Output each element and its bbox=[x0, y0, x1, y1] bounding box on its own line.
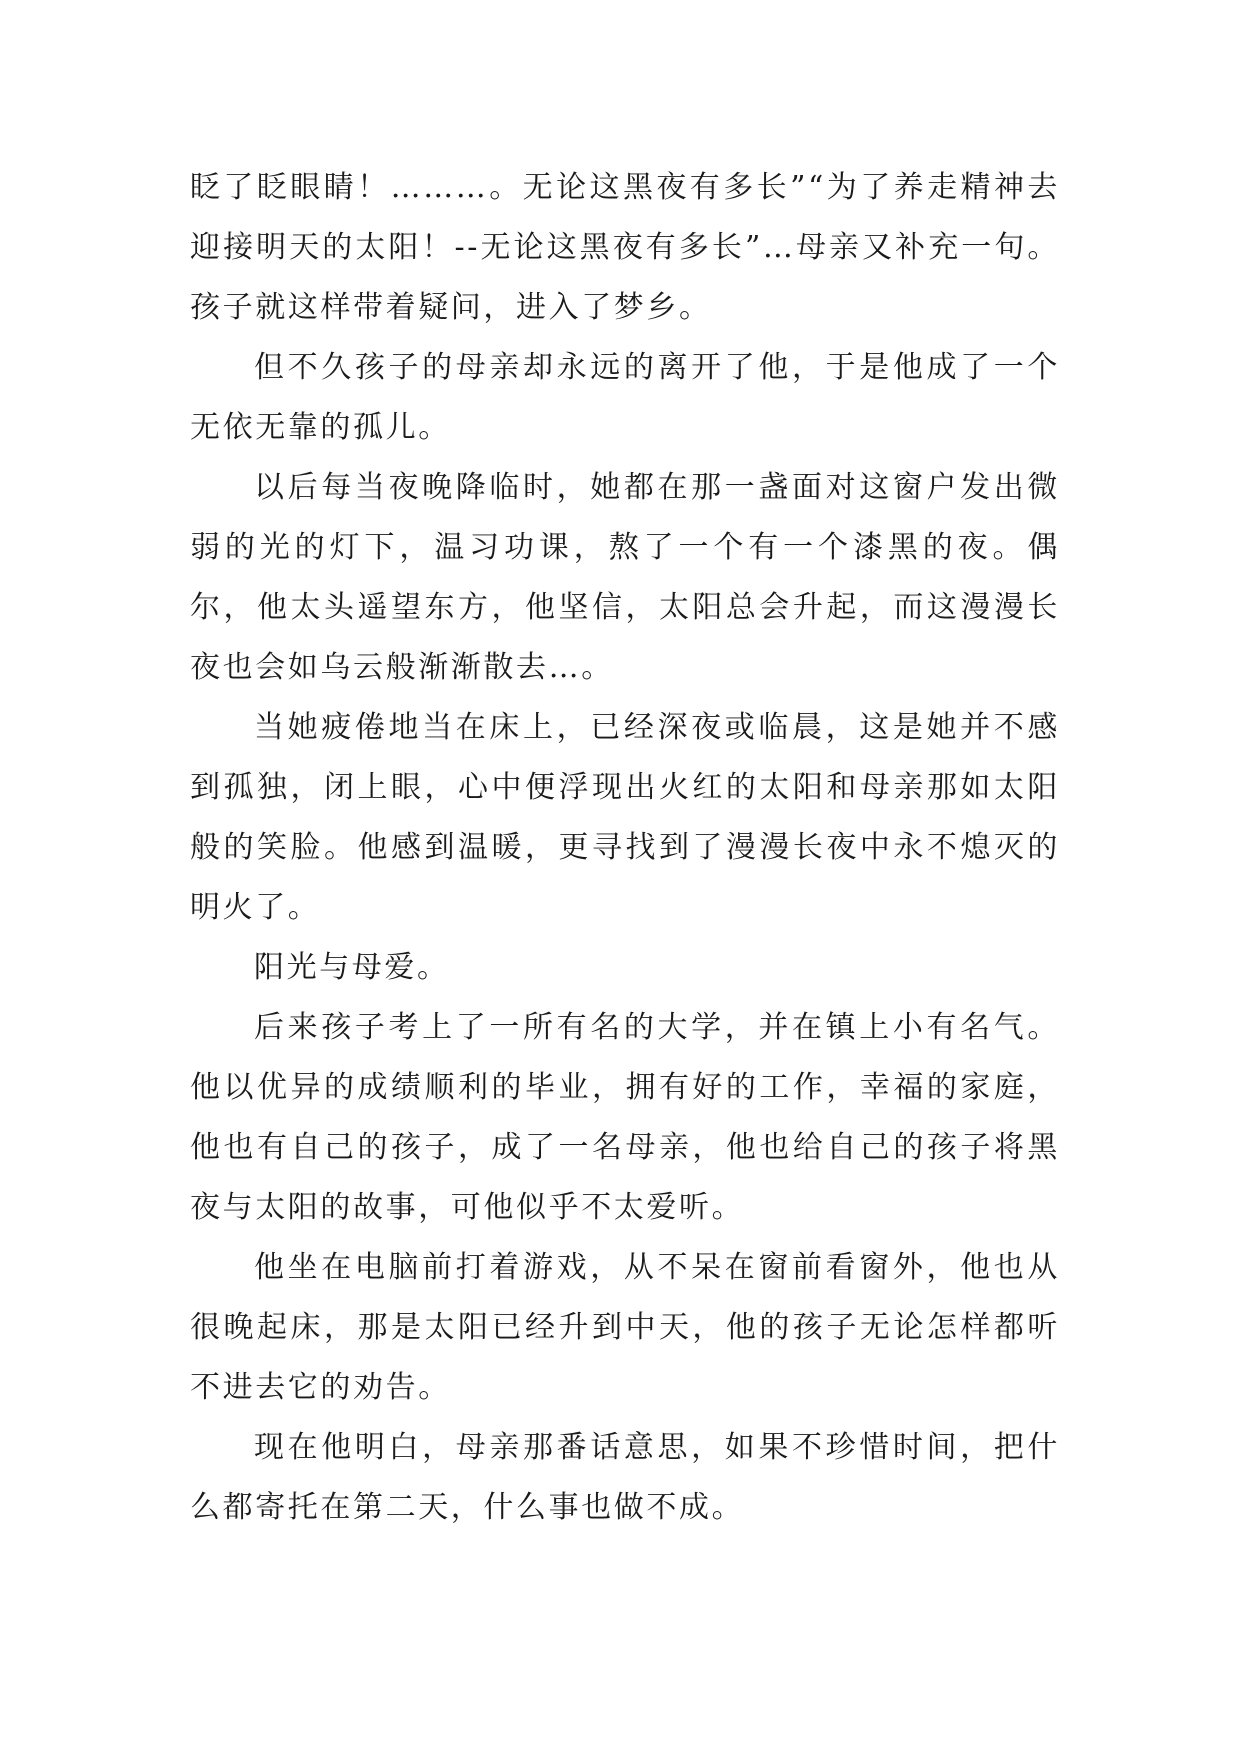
paragraph-1: 眨了眨眼睛！………。无论这黑夜有多长”“为了养走精神去迎接明天的太阳！--无论这黑夜有多长”…母亲又补充一句。孩子就这样带着疑问，进入了梦乡。 bbox=[190, 170, 1060, 325]
paragraph-5: 阳光与母爱。 bbox=[254, 950, 450, 985]
paragraph-2: 但不久孩子的母亲却永远的离开了他，于是他成了一个无依无靠的孤儿。 bbox=[190, 350, 1060, 445]
paragraph-6: 后来孩子考上了一所有名的大学，并在镇上小有名气。他以优异的成绩顺利的毕业，拥有好的工作，幸福的家庭，他也有自己的孩子，成了一名母亲，他也给自己的孩子将黑夜与太阳的故事，可他似乎不太爱听。 bbox=[190, 1010, 1060, 1225]
paragraph-7: 他坐在电脑前打着游戏，从不呆在窗前看窗外，他也从很晚起床，那是太阳已经升到中天，他的孩子无论怎样都听不进去它的劝告。 bbox=[190, 1250, 1060, 1405]
article-body bbox=[190, 158, 1060, 1538]
paragraph-3: 以后每当夜晚降临时，她都在那一盏面对这窗户发出微弱的光的灯下，温习功课，熬了一个有一个漆黑的夜。偶尔，他太头遥望东方，他坚信，太阳总会升起，而这漫漫长夜也会如乌云般渐渐散去…。 bbox=[190, 470, 1060, 685]
paragraph-4: 当她疲倦地当在床上，已经深夜或临晨，这是她并不感到孤独，闭上眼，心中便浮现出火红的太阳和母亲那如太阳般的笑脸。他感到温暖，更寻找到了漫漫长夜中永不熄灭的明火了。 bbox=[190, 710, 1060, 925]
paragraph-8: 现在他明白，母亲那番话意思，如果不珍惜时间，把什么都寄托在第二天，什么事也做不成。 bbox=[190, 1430, 1060, 1525]
